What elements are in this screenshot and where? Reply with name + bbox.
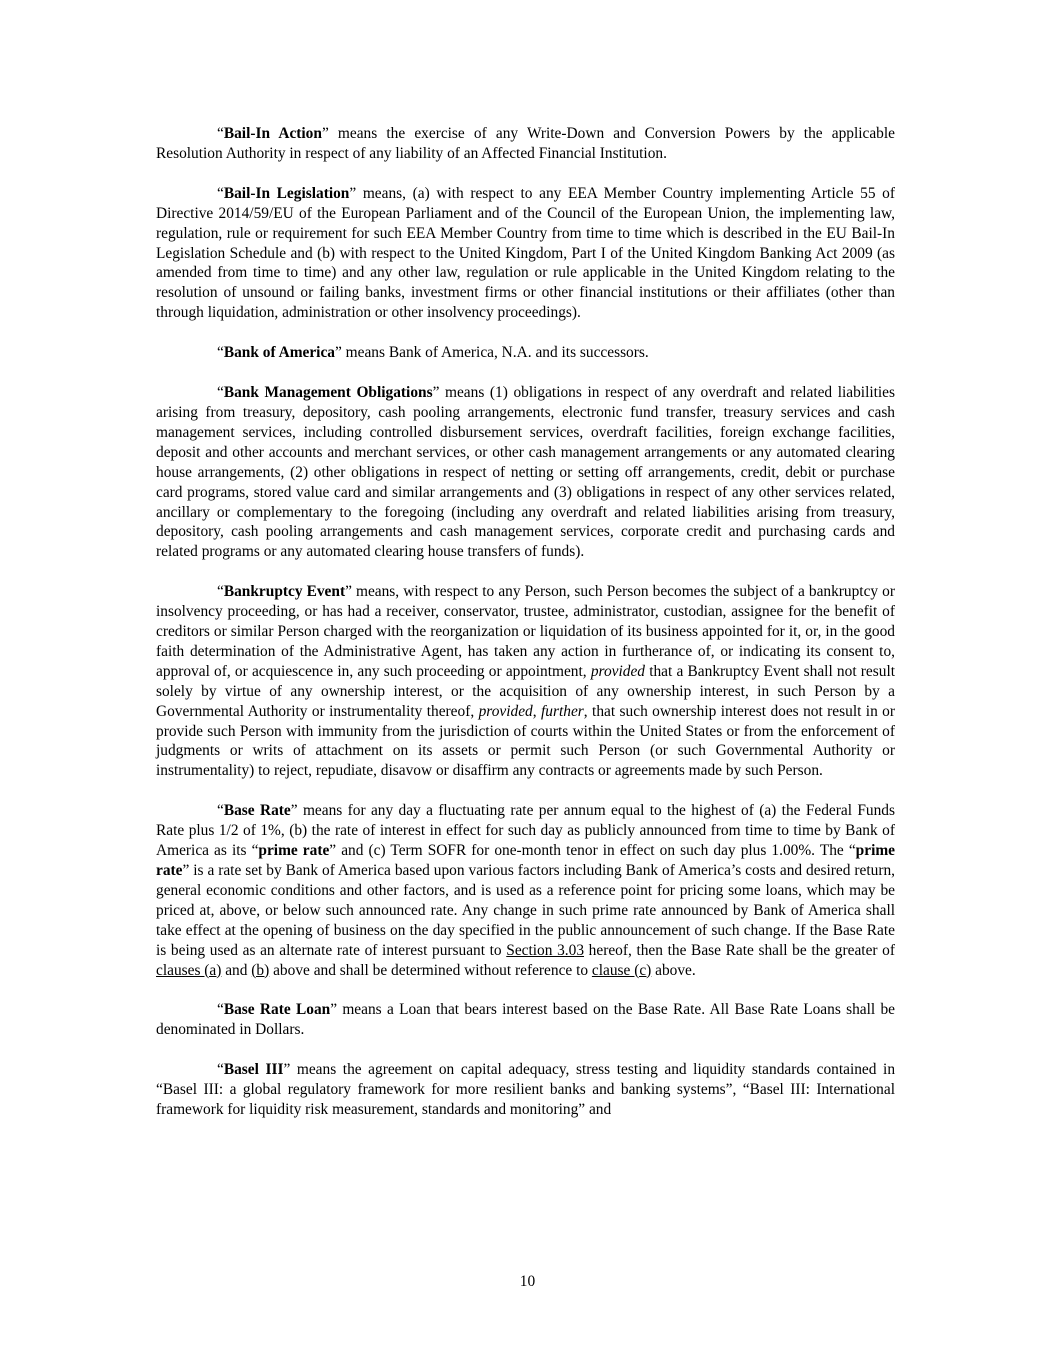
text-run: ,	[532, 702, 542, 720]
text-run: hereof, then the Base Rate shall be the greater of	[584, 941, 895, 959]
text-run: ” means the exercise of any Write-Down and Conversion Powers by the applicable Resolution Authority in respect of any liability of an Affected Financial Institution.	[156, 125, 895, 162]
definition-bail-in-legislation	[156, 184, 895, 323]
bold-term: prime rate	[258, 842, 330, 860]
text-run: ” means a Loan that bears interest based on the Base Rate. All Base Rate Loans shall be denominated in Dollars.	[156, 1001, 895, 1039]
text-run: ” means for any day a fluctuating rate per annum equal to the highest of (a) the Federal Funds Rate plus 1/2 of 1%, (b) the rate of interest in effect for such day as publicly announced from time to time by Bank of America as its “	[156, 802, 895, 860]
definition-bankruptcy-event	[156, 582, 895, 781]
text-run: “	[217, 1001, 224, 1019]
definition-bank-of-america	[156, 343, 895, 363]
text-run: “	[217, 344, 224, 362]
text-run: , that such ownership interest does not result in or provide such Person with immunity from the jurisdiction of courts within the United States or from the enforcement of judgments or writs of attachment on its assets or permit such Person (or such Governmental Authority or instrumentality) to reject, repudiate, disavow or disaffirm any contracts or agreements made by such Person.	[156, 702, 896, 780]
italic-text: further	[541, 702, 584, 720]
italic-text: provided	[478, 702, 533, 720]
bold-term: Base Rate Loan	[223, 1001, 331, 1019]
cross-reference: (b)	[251, 961, 270, 979]
definition-base-rate-loan	[156, 1000, 895, 1040]
text-run: “	[217, 802, 224, 820]
text-run: above.	[651, 961, 696, 979]
text-run: ” means (1) obligations in respect of any overdraft and related liabilities arising from treasury, depository, cash pooling arrangements, electronic fund transfer, treasury services and cash management services, including controlled disbursement services, overdraft facilities, foreign exchange facilities, deposit and other accounts and merchant services, or other cash management arrangements or any automated clearing house arrangements, (2) other obligations in respect of netting or setting off arrangements, credit, debit or purchase card programs, stored value card and similar arrangements and (3) obligations in respect of any other services related, ancillary or complementary to the foregoing (including any overdraft and related liabilities arising from treasury, depository, cash pooling arrangements and cash management services, corporate credit and purchasing cards and related programs or any automated clearing house transfers of funds).	[156, 384, 895, 561]
text-run: ” and (c) Term SOFR for one-month tenor in effect on such day plus 1.00%. The “	[329, 842, 856, 860]
text-run: ” means, with respect to any Person, such Person becomes the subject of a bankruptcy or insolvency proceeding, or has had a receiver, conservator, trustee, administrator, custodian, assignee for the benefit of creditors or similar Person charged with the reorganization or liquidation of its business appointed for it, or, in the good faith determination of the Administrative Agent, has taken any action in furtherance of, or indicating its consent to, approval of, or acquiescence in, any such proceeding or appointment,	[156, 583, 895, 680]
page-number: 10	[519, 1273, 536, 1290]
cross-reference: clause (c)	[591, 961, 652, 979]
bold-term: prime rate	[156, 842, 895, 879]
document-body	[156, 124, 895, 1140]
definition-bank-management-obligations	[156, 383, 895, 562]
text-run: ” means the agreement on capital adequacy, stress testing and liquidity standards contained in “Basel III: a global regulatory framework for more resilient banks and banking systems”, “Basel III: International framework for liquidity risk measurement, standards and monitoring” and	[156, 1061, 896, 1119]
text-run: ” is a rate set by Bank of America based upon various factors including Bank of America’s costs and desired return, general economic conditions and other factors, and is used as a reference point for pricing some loans, which may be priced at, above, or below such announced rate. Any change in such prime rate announced by Bank of America shall take effect at the opening of business on the day specified in the public announcement of such change. If the Base Rate is being used as an alternate rate of interest pursuant to	[156, 862, 895, 959]
definition-base-rate	[156, 801, 895, 980]
text-run: that a Bankruptcy Event shall not result solely by virtue of any ownership interest, or the acquisition of any ownership interest, in such Person by a Governmental Authority or instrumentality thereof,	[156, 662, 895, 720]
text-run: “	[217, 125, 224, 142]
text-run: “	[217, 384, 224, 402]
text-run: “	[217, 583, 224, 601]
text-run: “	[217, 1061, 224, 1079]
cross-reference: Section 3.03	[506, 941, 585, 959]
bold-term: Bankruptcy Event	[223, 583, 346, 601]
bold-term: Basel III	[223, 1061, 284, 1079]
text-run: ” means, (a) with respect to any EEA Member Country implementing Article 55 of Directive 2014/59/EU of the European Parliament and of the Council of the European Union, the implementing law, regulation, rule or requirement for such EEA Member Country from time to time which is described in the EU Bail-In Legislation Schedule and (b) with respect to the United Kingdom, Part I of the United Kingdom Banking Act 2009 (as amended from time to time) and any other law, regulation or rule applicable in the United Kingdom relating to the resolution of unsound or failing banks, investment firms or other financial institutions or their affiliates (other than through liquidation, administration or other insolvency proceedings).	[156, 184, 895, 322]
bold-term: Bank Management Obligations	[223, 384, 433, 402]
cross-reference: clauses (a)	[156, 961, 222, 979]
text-run: ” means Bank of America, N.A. and its successors.	[335, 344, 649, 362]
text-run: “	[217, 184, 224, 202]
text-run: above and shall be determined without reference to	[269, 961, 592, 979]
italic-text: provided	[590, 662, 645, 680]
definition-basel-iii	[156, 1060, 895, 1120]
bold-term: Bail-In Legislation	[223, 184, 350, 202]
definition-bail-in-action	[156, 124, 895, 164]
bold-term: Bail-In Action	[223, 125, 322, 142]
bold-term: Bank of America	[223, 344, 335, 362]
bold-term: Base Rate	[223, 802, 291, 820]
text-run: and	[221, 961, 252, 979]
